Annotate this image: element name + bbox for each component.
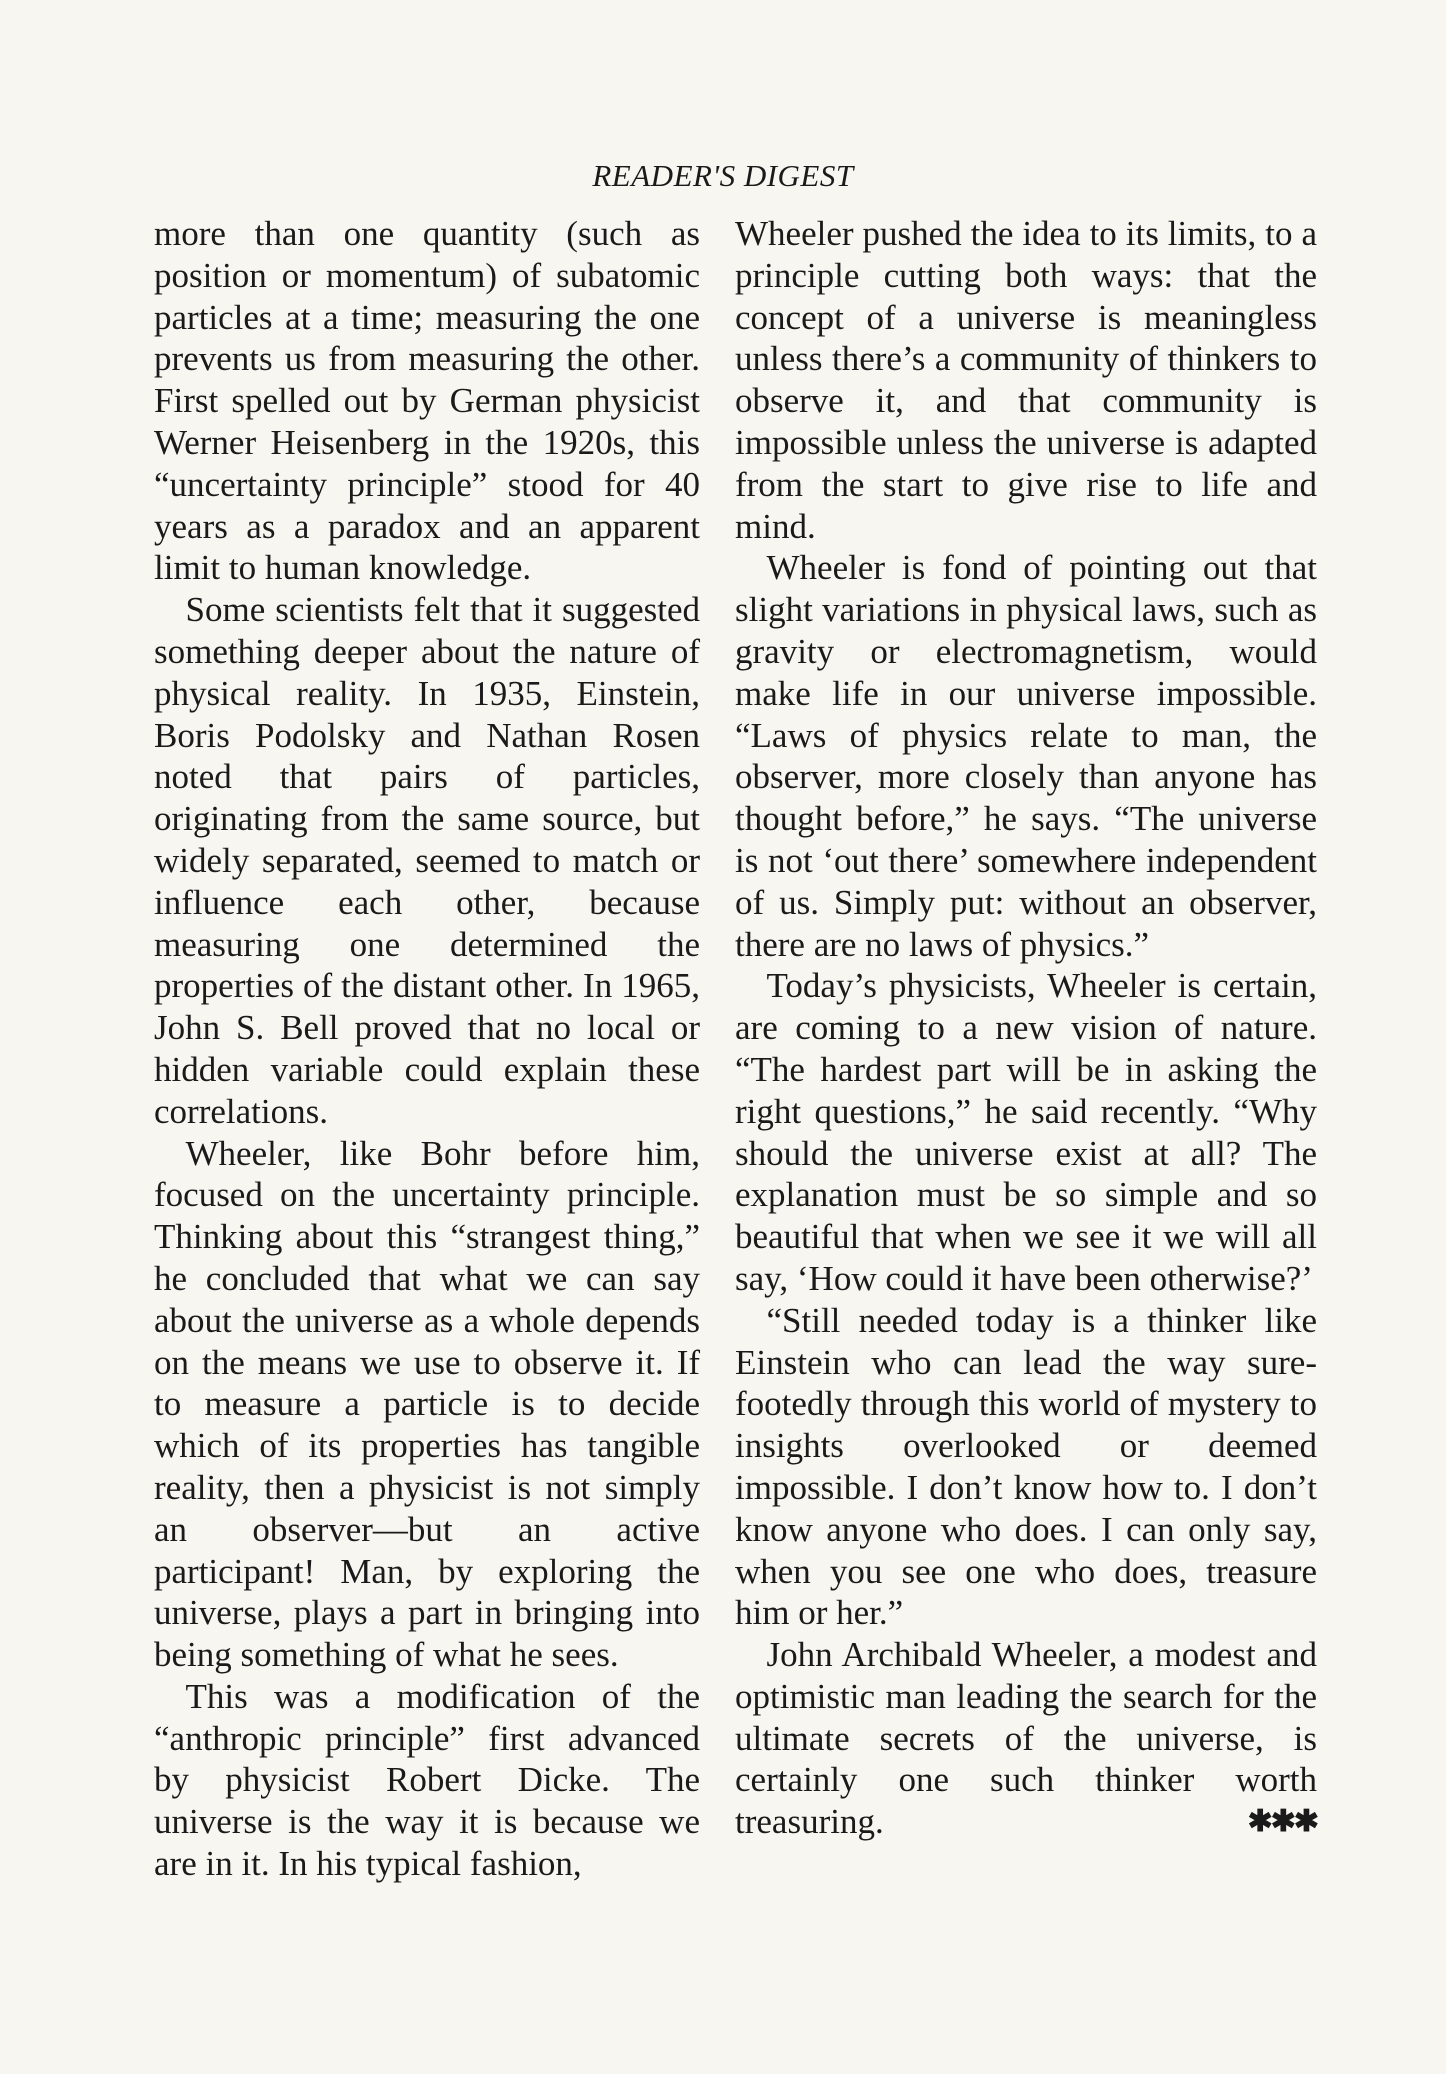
closing-paragraph-text: John Archibald Wheeler, a modest and optimistic man leading the search for the ultimate secrets of the universe, is certainly one such thinker worth treasuring. [735,1635,1317,1842]
paragraph: Wheeler pushed the idea to its limits, to a principle cutting both ways: that the concept of a universe is meaningless unless there’s a community of thinkers to observe it, and that community is impossible unless the universe is adapted from the start to give rise to life and mind. [735,214,1317,546]
left-column [154,213,700,1885]
paragraph: more than one quantity (such as position or momentum) of subatomic particles at a time; measuring the one prevents us from measuring the other. First spelled out by German physicist Werner Heisenberg in the 1920s, this “uncertainty principle” stood for 40 years as a paradox and an apparent limit to human knowledge. [154,214,700,588]
right-column [735,213,1317,1843]
paragraph: Today’s physicists, Wheeler is certain, are coming to a new vision of nature. “The hardest part will be in asking the right questions,” he said recently. “Why should the universe exist at all? The explanation must be so simple and so beautiful that when we see it we will all say, ‘How could it have been otherwise?’ [735,966,1317,1298]
paragraph: “Still needed today is a thinker like Einstein who can lead the way sure-footedly through this world of mystery to insights overlooked or deemed impossible. I don’t know how to. I don’t know anyone who does. I can only say, when you see one who does, treasure him or her.” [735,1300,1317,1633]
paragraph: Wheeler is fond of pointing out that slight variations in physical laws, such as gravity or electromagnetism, would make life in our universe impossible. “Laws of physics relate to man, the observer, more closely than anyone has thought before,” he says. “The universe is not ‘out there’ somewhere independent of us. Simply put: without an observer, there are no laws of physics.” [735,548,1317,964]
end-mark-icon: ✱✱✱ [1247,1805,1317,1839]
closing-paragraph [735,1634,1317,1843]
paragraph: Some scientists felt that it suggested something deeper about the nature of physical reality. In 1935, Einstein, Boris Podolsky and Nathan Rosen noted that pairs of particles, originating from the same source, but widely separated, seemed to match or influence each other, because measuring one determined the properties of the distant other. In 1965, John S. Bell proved that no local or hidden variable could explain these correlations. [154,590,700,1131]
paragraph: This was a modification of the “anthropic principle” first advanced by physicist Robert Dicke. The universe is the way it is because we are in it. In his typical fashion, [154,1676,700,1884]
paragraph: Wheeler, like Bohr before him, focused on the uncertainty principle. Thinking about this “strangest thing,” he concluded that what we can say about the universe as a whole depends on the means we use to observe it. If to measure a particle is to decide which of its properties has tangible reality, then a physicist is not simply an observer—but an active participant! Man, by exploring the universe, plays a part in bringing into being something of what he sees. [154,1133,700,1675]
running-head: READER'S DIGEST [592,158,854,193]
